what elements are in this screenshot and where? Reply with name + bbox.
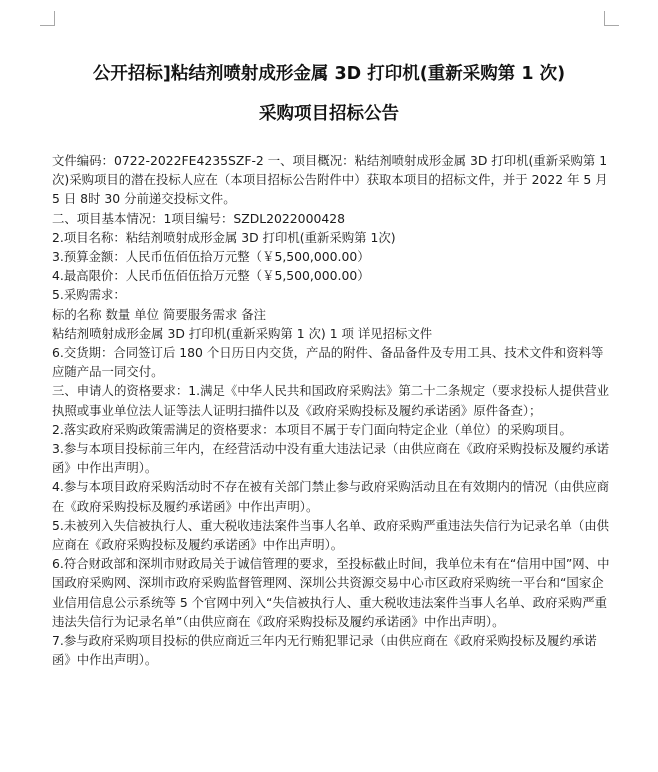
page-corner-mark-right xyxy=(604,11,619,26)
document-title: 公开招标]粘结剂喷射成形金属 3D 打印机(重新采购第 1 次) xyxy=(92,64,566,84)
paragraph-budget: 3.预算金额：人民币伍佰伍拾万元整（￥5,500,000.00） xyxy=(52,249,370,265)
paragraph-requirements-heading: 5.采购需求： xyxy=(52,287,126,303)
page-corner-mark-left xyxy=(40,11,55,26)
paragraph-requirements-item: 粘结剂喷射成形金属 3D 打印机(重新采购第 1 次) 1 项 详见招标文件 xyxy=(52,325,433,341)
paragraph-qualification-7: 7.参与政府采购项目投标的供应商近三年内无行贿犯罪记录（由供应商在《政府采购投标及履约承诺函》中作出声明）。 xyxy=(52,633,597,668)
paragraph-qualification-5: 5.未被列入失信被执行人、重大税收违法案件当事人名单、政府采购严重违法失信行为记录名单（由供应商在《政府采购投标及履约承诺函》中作出声明）。 xyxy=(52,517,610,553)
paragraph-project-number: 二、项目基本情况：1项目编号：SZDL2022000428 xyxy=(52,210,345,226)
document-subtitle: 采购项目招标公告 xyxy=(259,104,399,124)
paragraph-overview: 文件编码：0722-2022FE4235SZF-2 一、项目概况：粘结剂喷射成形金属 3D 打印机(重新采购第 1 次)采购项目的潜在投标人应在（本项目招标公告附件中）获取本项目的招标文件，并于 2022 年 5 月 5 日 8时 30 分前递交投标文件。 xyxy=(52,153,608,207)
paragraph-qualification-4: 4.参与本项目政府采购活动时不存在被有关部门禁止参与政府采购活动且在有效期内的情况（由供应商在《政府采购投标及履约承诺函》中作出声明）。 xyxy=(52,479,610,514)
paragraph-qualification-1: 三、申请人的资格要求：1.满足《中华人民共和国政府采购法》第二十二条规定（要求投标人提供营业执照或事业单位法人证等法人证明扫描件以及《政府采购投标及履约承诺函》原件备查）； xyxy=(52,383,610,418)
paragraph-qualification-2: 2.落实政府采购政策需满足的资格要求：本项目不属于专门面向特定企业（单位）的采购项目。 xyxy=(52,421,572,437)
paragraph-qualification-6: 6.符合财政部和深圳市财政局关于诚信管理的要求，至投标截止时间，我单位未有在“信用中国”网、中国政府采购网、深圳市政府采购监督管理网、深圳公共资源交易中心市区政府采购统一平台和“国家企业信用信息公示系统等 5 个官网中列入“失信被执行人、重大税收违法案件当事人名单、政府采购严重违法失信行为记录名单”（由供应商在《政府采购投标及履约承诺函》中作出声明）。 xyxy=(52,556,610,629)
paragraph-project-name: 2.项目名称：粘结剂喷射成形金属 3D 打印机(重新采购第 1次) xyxy=(52,229,396,245)
paragraph-max-price: 4.最高限价：人民币伍佰伍拾万元整（￥5,500,000.00） xyxy=(52,268,370,284)
paragraph-requirements-header: 标的名称 数量 单位 简要服务需求 备注 xyxy=(52,306,267,322)
paragraph-delivery: 6.交货期：合同签订后 180 个日历日内交货，产品的附件、备品备件及专用工具、技术文件和资料等应随产品一同交付。 xyxy=(52,345,604,380)
paragraph-qualification-3: 3.参与本项目投标前三年内，在经营活动中没有重大违法记录（由供应商在《政府采购投标及履约承诺函》中作出声明）。 xyxy=(52,441,610,476)
document-body xyxy=(52,151,612,669)
